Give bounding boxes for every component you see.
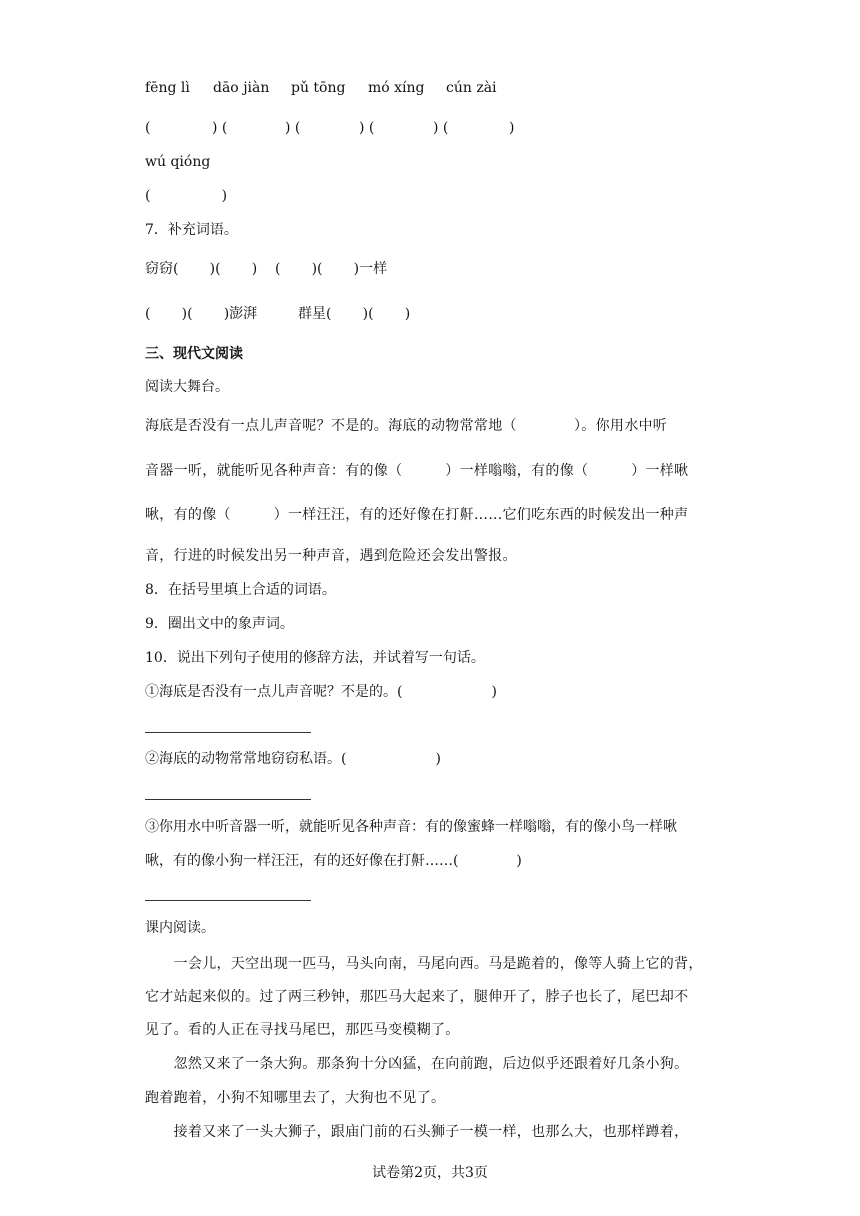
pinyin-item: cún zài [446, 80, 497, 96]
pinyin-item: wú qióng [145, 154, 211, 170]
answer-blank-row [145, 120, 705, 138]
question-7-title: 7．补充词语。 [145, 222, 238, 238]
passage-line: 海底是否没有一点儿声音呢？不是的。海底的动物常常地（ ）。你用水中听 [145, 418, 668, 434]
question-7-row-2a[interactable]: ( )( )澎湃 [145, 306, 258, 322]
passage-line: 啾，有的像（ ）一样汪汪，有的还好像在打鼾……它们吃东西的时候发出一种声 [145, 507, 689, 523]
reading-line: 跑着跑着，小狗不知哪里去了，大狗也不见了。 [145, 1090, 446, 1106]
question-7-row-1[interactable]: 窃窃( )( ) ( )( )一样 [145, 261, 388, 277]
answer-line[interactable] [145, 732, 311, 733]
reading-title: 课内阅读。 [145, 920, 215, 936]
answer-blank-paren[interactable]: ) ( [212, 120, 228, 136]
answer-line[interactable] [145, 799, 311, 800]
answer-blank-paren[interactable]: ( ) [145, 188, 228, 204]
answer-blank-paren[interactable]: ) ( [433, 120, 449, 136]
pinyin-item: dāo jiàn [213, 80, 270, 96]
pinyin-item: pǔ tōng [291, 80, 346, 96]
pinyin-row [145, 80, 705, 98]
reading-line: 一会儿，天空出现一匹马，马头向南，马尾向西。马是跪着的，像等人骑上它的背， [145, 956, 703, 972]
section-3-title: 三、现代文阅读 [145, 346, 243, 362]
pinyin-item: fēng lì [145, 80, 190, 96]
question-10-item-3-line-1: ③你用水中听音器一听，就能听见各种声音：有的像蜜蜂一样嗡嗡，有的像小鸟一样啾 [145, 819, 677, 835]
question-7-row-2b[interactable]: 群星( )( ) [298, 306, 411, 322]
page-footer: 试卷第2页，共3页 [372, 1165, 488, 1181]
answer-blank-paren[interactable]: ) [509, 120, 515, 136]
question-10-item-3-line-2[interactable]: 啾，有的像小狗一样汪汪，有的还好像在打鼾……( ) [145, 853, 522, 869]
passage-line: 音器一听，就能听见各种声音：有的像（ ）一样嗡嗡，有的像（ ）一样啾 [145, 463, 689, 479]
reading-line: 它才站起来似的。过了两三秒钟，那匹马大起来了，腿伸开了，脖子也长了，尾巴却不 [145, 989, 689, 1005]
question-9: 9．圈出文中的象声词。 [145, 616, 294, 632]
question-10-item-1[interactable]: ①海底是否没有一点儿声音呢？不是的。( ) [145, 684, 497, 700]
pinyin-item: mó xíng [368, 80, 425, 96]
question-10-item-2[interactable]: ②海底的动物常常地窃窃私语。( ) [145, 751, 441, 767]
reading-line: 忽然又来了一条大狗。那条狗十分凶猛，在向前跑，后边似乎还跟着好几条小狗。 [145, 1056, 689, 1072]
answer-blank-paren[interactable]: ) ( [285, 120, 301, 136]
answer-line[interactable] [145, 900, 311, 901]
answer-blank-paren[interactable]: ( [145, 120, 151, 136]
question-10: 10．说出下列句子使用的修辞方法，并试着写一句话。 [145, 650, 485, 666]
reading-line: 接着又来了一头大狮子，跟庙门前的石头狮子一模一样，也那么大，也那样蹲着， [145, 1124, 689, 1140]
question-8: 8．在括号里填上合适的词语。 [145, 582, 336, 598]
answer-blank-paren[interactable]: ) ( [359, 120, 375, 136]
passage-line: 音，行进的时候发出另一种声音，遇到危险还会发出警报。 [145, 548, 517, 564]
section-3-subtitle: 阅读大舞台。 [145, 379, 229, 395]
reading-line: 见了。看的人正在寻找马尾巴，那匹马变模糊了。 [145, 1022, 460, 1038]
